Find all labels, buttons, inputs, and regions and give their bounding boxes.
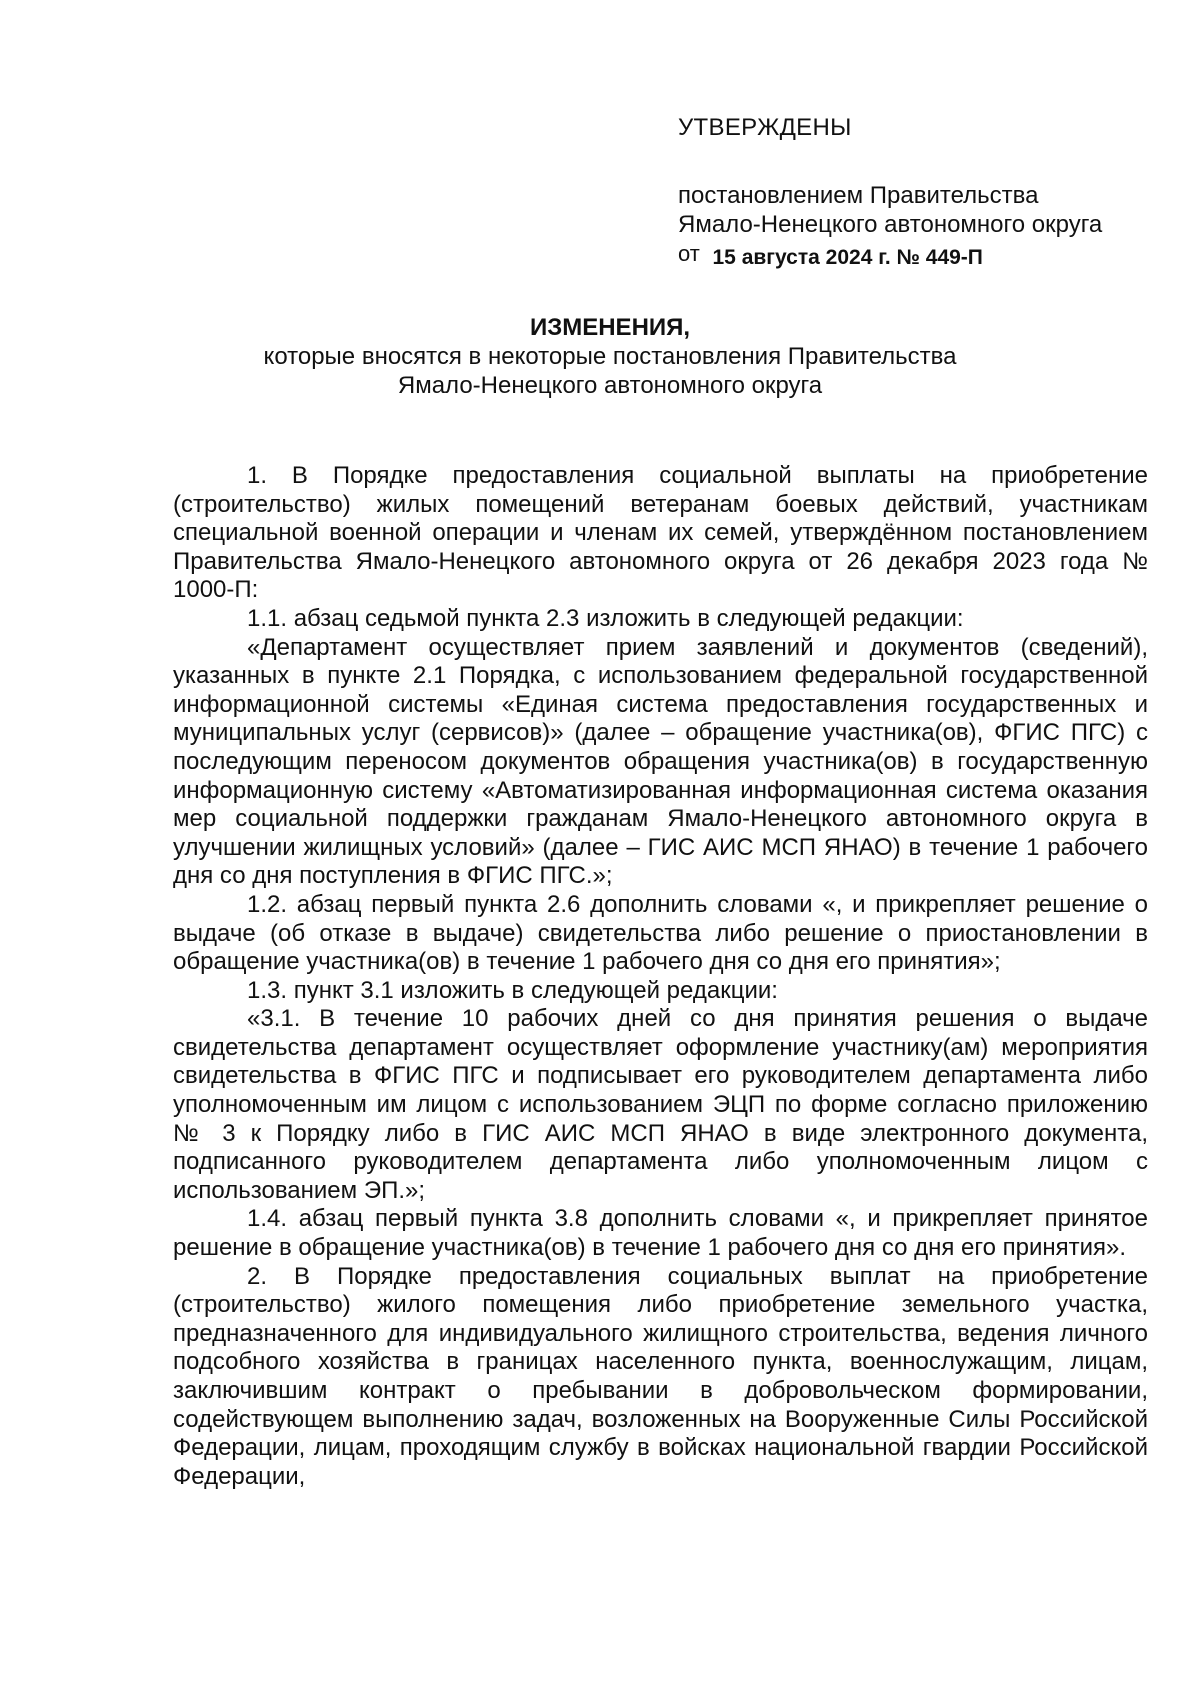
paragraph-1: 1. В Порядке предоставления социальной выплаты на приобретение (строительство) жилых помещений ветеранам боевых действий, участникам специальной военной операции и членам их семей, утверждённом постановлением Правительства Ямало-Ненецкого автономного округа от 26 декабря 2023 года № 1000-П:	[173, 462, 1148, 604]
paragraph-2: 2. В Порядке предоставления социальных выплат на приобретение (строительство) жилого помещения либо приобретение земельного участка, предназначенного для индивидуального жилищного строительства, ведения личного подсобного хозяйства в границах населенного пункта, военнослужащим, лицам, заключившим контракт о пребывании в добровольческом формировании, содействующем выполнению задач, возложенных на Вооруженные Силы Российской Федерации, лицам, проходящим службу в войсках национальной гвардии Российской Федерации,	[173, 1262, 1148, 1490]
approval-heading: УТВЕРЖДЕНЫ	[678, 114, 852, 141]
approval-region-line: Ямало-Ненецкого автономного округа	[678, 211, 1103, 238]
paragraph-1-4: 1.4. абзац первый пункта 3.8 дополнить словами «, и прикрепляет принятое решение в обращение участника(ов) в течение 1 рабочего дня со дня его принятия».	[173, 1205, 1148, 1262]
approval-date-prefix: от	[678, 241, 700, 266]
approval-stamp-block	[678, 113, 1178, 272]
document-title: ИЗМЕНЕНИЯ,	[529, 314, 691, 341]
document-subtitle-line-2: Ямало-Ненецкого автономного округа	[397, 372, 823, 399]
paragraph-1-3: 1.3. пункт 3.1 изложить в следующей редакции:	[247, 976, 778, 1004]
paragraph-1-1: 1.1. абзац седьмой пункта 2.3 изложить в следующей редакции:	[247, 604, 964, 632]
paragraph-1-2: 1.2. абзац первый пункта 2.6 дополнить словами «, и прикрепляет решение о выдаче (об отказе в выдаче) свидетельства либо решение о приостановлении в обращение участника(ов) в течение 1 рабочего дня со дня его принятия»;	[173, 890, 1148, 976]
paragraph-1-1-quote: «Департамент осуществляет прием заявлений и документов (сведений), указанных в пункте 2.1 Порядка, с использованием федеральной государственной информационной системы «Единая система предоставления государственных и муниципальных услуг (сервисов)» (далее – обращение участника(ов), ФГИС ПГС) с последующим переносом документов обращения участника(ов) в государственную информационную систему «Автоматизированная информационная система оказания мер социальной поддержки гражданам Ямало-Ненецкого автономного округа в улучшении жилищных условий» (далее – ГИС АИС МСП ЯНАО) в течение 1 рабочего дня со дня поступления в ФГИС ПГС.»;	[173, 633, 1148, 890]
approval-issuer-line: постановлением Правительства	[678, 182, 1039, 209]
document-subtitle-line-1: которые вносятся в некоторые постановления Правительства	[263, 343, 957, 370]
paragraph-1-3-quote: «3.1. В течение 10 рабочих дней со дня принятия решения о выдаче свидетельства департамент осуществляет оформление участнику(ам) мероприятия свидетельства в ФГИС ПГС и подписывает его руководителем департамента либо уполномоченным им лицом с использованием ЭЦП по форме согласно приложению № 3 к Порядку либо в ГИС АИС МСП ЯНАО в виде электронного документа, подписанного руководителем департамента либо уполномоченным лицом с использованием ЭП.»;	[173, 1005, 1148, 1204]
document-title-block	[160, 313, 1060, 400]
document-body	[173, 462, 1148, 1491]
approval-date-line	[678, 242, 1178, 272]
approval-date-value: 15 августа 2024 г. № 449-П	[712, 246, 983, 269]
